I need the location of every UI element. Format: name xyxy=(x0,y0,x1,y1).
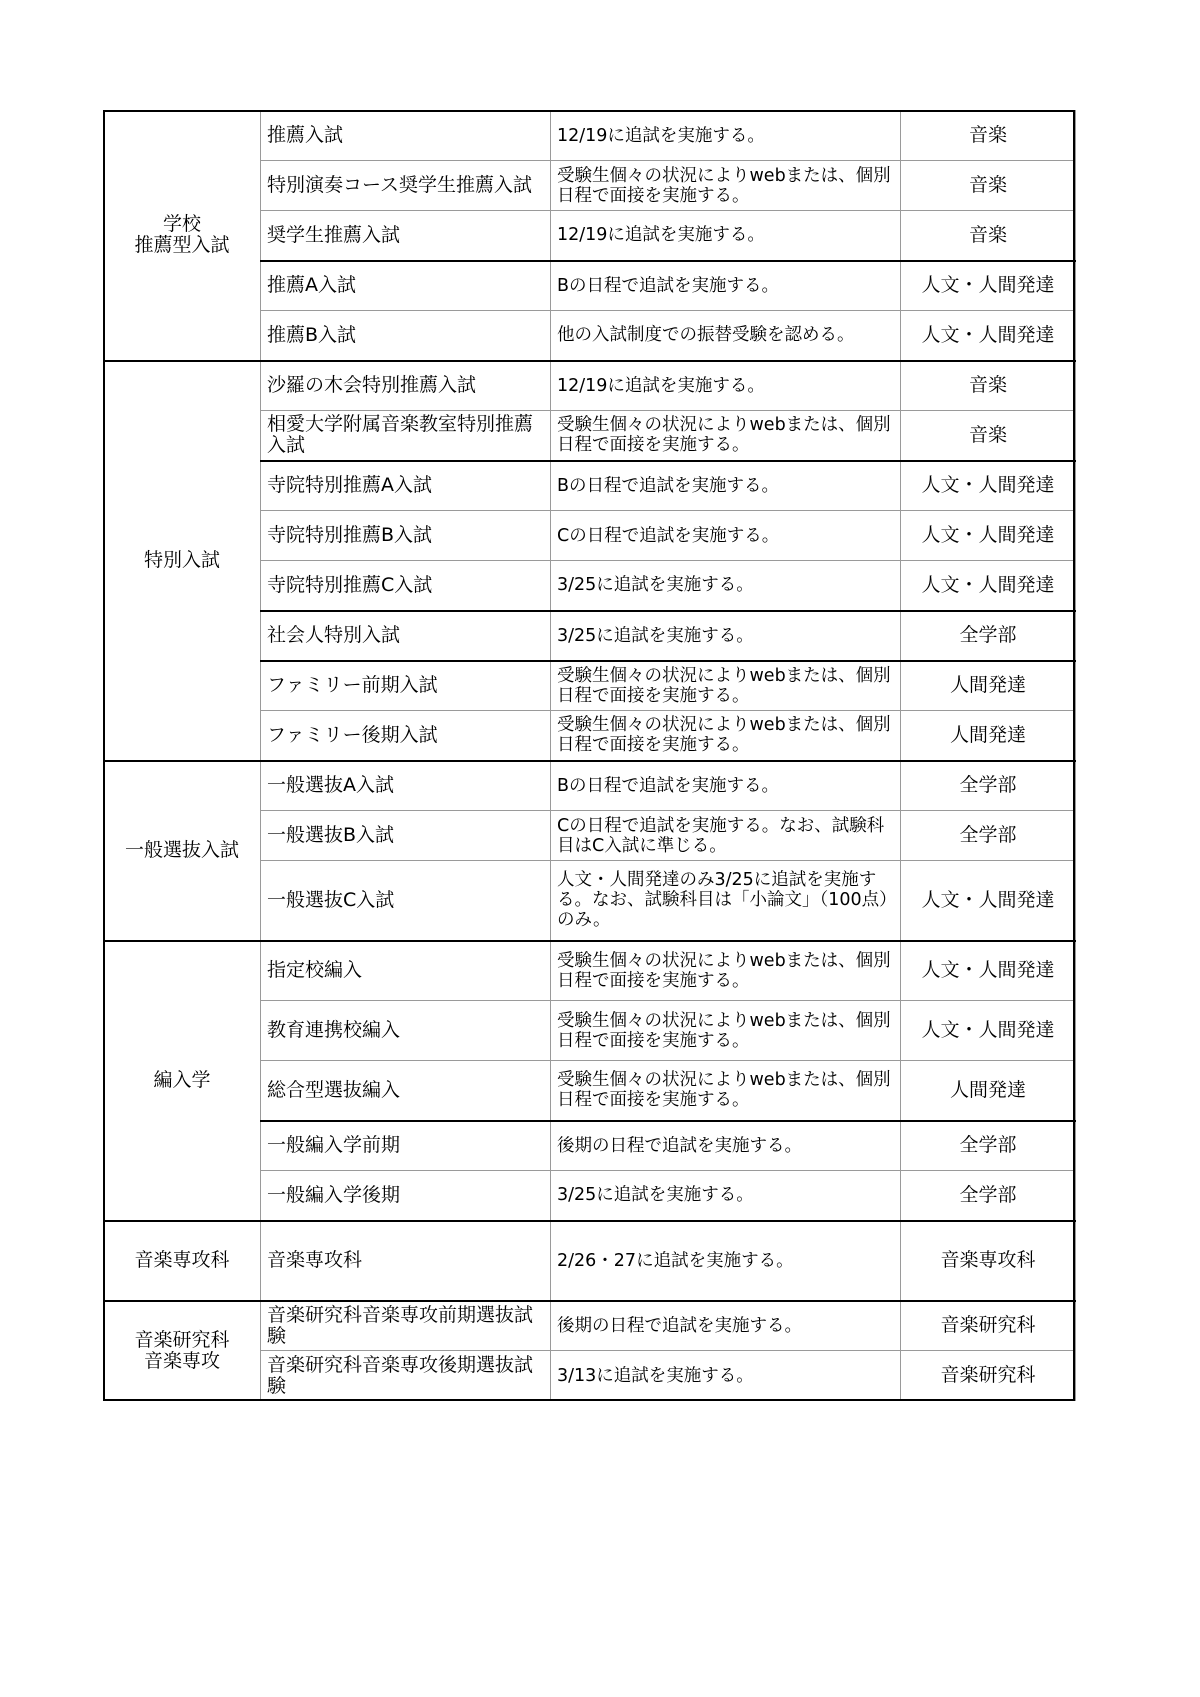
makeup-detail-cell: 3/25に追試を実施する。 xyxy=(551,1171,901,1221)
faculty-cell: 人文・人間発達 xyxy=(901,1001,1076,1061)
makeup-detail-cell: 受験生個々の状況によりwebまたは、個別日程で面接を実施する。 xyxy=(551,941,901,1001)
exam-name-cell: 沙羅の木会特別推薦入試 xyxy=(261,361,551,411)
table-row xyxy=(104,941,1076,1001)
faculty-cell: 音楽 xyxy=(901,411,1076,461)
admission-table-sheet xyxy=(103,110,1075,1401)
makeup-detail-cell: 12/19に追試を実施する。 xyxy=(551,211,901,261)
makeup-exam-table xyxy=(103,110,1076,1401)
makeup-detail-cell: 受験生個々の状況によりwebまたは、個別日程で面接を実施する。 xyxy=(551,1061,901,1121)
faculty-cell: 人文・人間発達 xyxy=(901,311,1076,361)
makeup-detail-cell: Bの日程で追試を実施する。 xyxy=(551,761,901,811)
faculty-cell: 人文・人間発達 xyxy=(901,561,1076,611)
faculty-cell: 全学部 xyxy=(901,811,1076,861)
category-cell: 音楽研究科 音楽専攻 xyxy=(104,1301,261,1401)
makeup-detail-cell: 人文・人間発達のみ3/25に追試を実施する。なお、試験科目は「小論文」（100点）のみ。 xyxy=(551,861,901,941)
exam-name-cell: 奨学生推薦入試 xyxy=(261,211,551,261)
exam-name-cell: 一般編入学後期 xyxy=(261,1171,551,1221)
table-row xyxy=(104,1301,1076,1351)
category-cell: 音楽専攻科 xyxy=(104,1221,261,1301)
exam-name-cell: 一般編入学前期 xyxy=(261,1121,551,1171)
makeup-detail-cell: Bの日程で追試を実施する。 xyxy=(551,461,901,511)
exam-name-cell: 一般選抜B入試 xyxy=(261,811,551,861)
faculty-cell: 人間発達 xyxy=(901,1061,1076,1121)
category-cell: 一般選抜入試 xyxy=(104,761,261,941)
category-cell: 特別入試 xyxy=(104,361,261,761)
faculty-cell: 音楽 xyxy=(901,211,1076,261)
makeup-detail-cell: 受験生個々の状況によりwebまたは、個別日程で面接を実施する。 xyxy=(551,711,901,761)
table-row xyxy=(104,1221,1076,1301)
exam-name-cell: 総合型選抜編入 xyxy=(261,1061,551,1121)
category-cell: 編入学 xyxy=(104,941,261,1221)
exam-name-cell: 社会人特別入試 xyxy=(261,611,551,661)
faculty-cell: 人文・人間発達 xyxy=(901,461,1076,511)
makeup-detail-cell: 3/25に追試を実施する。 xyxy=(551,561,901,611)
faculty-cell: 人文・人間発達 xyxy=(901,941,1076,1001)
exam-name-cell: 指定校編入 xyxy=(261,941,551,1001)
exam-name-cell: 相愛大学附属音楽教室特別推薦入試 xyxy=(261,411,551,461)
faculty-cell: 音楽 xyxy=(901,361,1076,411)
makeup-detail-cell: Cの日程で追試を実施する。なお、試験科目はC入試に準じる。 xyxy=(551,811,901,861)
makeup-detail-cell: 後期の日程で追試を実施する。 xyxy=(551,1121,901,1171)
category-cell: 学校 推薦型入試 xyxy=(104,111,261,361)
table-row xyxy=(104,761,1076,811)
faculty-cell: 人文・人間発達 xyxy=(901,511,1076,561)
exam-name-cell: 音楽研究科音楽専攻後期選抜試験 xyxy=(261,1351,551,1401)
makeup-detail-cell: 2/26・27に追試を実施する。 xyxy=(551,1221,901,1301)
faculty-cell: 音楽 xyxy=(901,111,1076,161)
makeup-detail-cell: 受験生個々の状況によりwebまたは、個別日程で面接を実施する。 xyxy=(551,161,901,211)
table-row xyxy=(104,361,1076,411)
exam-name-cell: 推薦入試 xyxy=(261,111,551,161)
table-row xyxy=(104,111,1076,161)
makeup-detail-cell: 後期の日程で追試を実施する。 xyxy=(551,1301,901,1351)
exam-name-cell: 推薦A入試 xyxy=(261,261,551,311)
exam-name-cell: 寺院特別推薦C入試 xyxy=(261,561,551,611)
exam-name-cell: 音楽専攻科 xyxy=(261,1221,551,1301)
faculty-cell: 人文・人間発達 xyxy=(901,861,1076,941)
makeup-detail-cell: 受験生個々の状況によりwebまたは、個別日程で面接を実施する。 xyxy=(551,1001,901,1061)
makeup-detail-cell: 3/13に追試を実施する。 xyxy=(551,1351,901,1401)
makeup-detail-cell: Cの日程で追試を実施する。 xyxy=(551,511,901,561)
faculty-cell: 全学部 xyxy=(901,1171,1076,1221)
exam-name-cell: 寺院特別推薦A入試 xyxy=(261,461,551,511)
faculty-cell: 音楽研究科 xyxy=(901,1351,1076,1401)
makeup-detail-cell: 他の入試制度での振替受験を認める。 xyxy=(551,311,901,361)
faculty-cell: 全学部 xyxy=(901,761,1076,811)
makeup-detail-cell: 受験生個々の状況によりwebまたは、個別日程で面接を実施する。 xyxy=(551,411,901,461)
exam-name-cell: 音楽研究科音楽専攻前期選抜試験 xyxy=(261,1301,551,1351)
makeup-detail-cell: 受験生個々の状況によりwebまたは、個別日程で面接を実施する。 xyxy=(551,661,901,711)
makeup-detail-cell: 3/25に追試を実施する。 xyxy=(551,611,901,661)
exam-name-cell: ファミリー前期入試 xyxy=(261,661,551,711)
faculty-cell: 音楽研究科 xyxy=(901,1301,1076,1351)
exam-name-cell: 教育連携校編入 xyxy=(261,1001,551,1061)
exam-name-cell: 特別演奏コース奨学生推薦入試 xyxy=(261,161,551,211)
makeup-detail-cell: 12/19に追試を実施する。 xyxy=(551,111,901,161)
faculty-cell: 全学部 xyxy=(901,1121,1076,1171)
exam-name-cell: ファミリー後期入試 xyxy=(261,711,551,761)
faculty-cell: 音楽専攻科 xyxy=(901,1221,1076,1301)
exam-name-cell: 推薦B入試 xyxy=(261,311,551,361)
faculty-cell: 人文・人間発達 xyxy=(901,261,1076,311)
makeup-detail-cell: Bの日程で追試を実施する。 xyxy=(551,261,901,311)
exam-name-cell: 一般選抜A入試 xyxy=(261,761,551,811)
faculty-cell: 人間発達 xyxy=(901,711,1076,761)
faculty-cell: 人間発達 xyxy=(901,661,1076,711)
faculty-cell: 音楽 xyxy=(901,161,1076,211)
faculty-cell: 全学部 xyxy=(901,611,1076,661)
exam-name-cell: 一般選抜C入試 xyxy=(261,861,551,941)
exam-name-cell: 寺院特別推薦B入試 xyxy=(261,511,551,561)
makeup-detail-cell: 12/19に追試を実施する。 xyxy=(551,361,901,411)
